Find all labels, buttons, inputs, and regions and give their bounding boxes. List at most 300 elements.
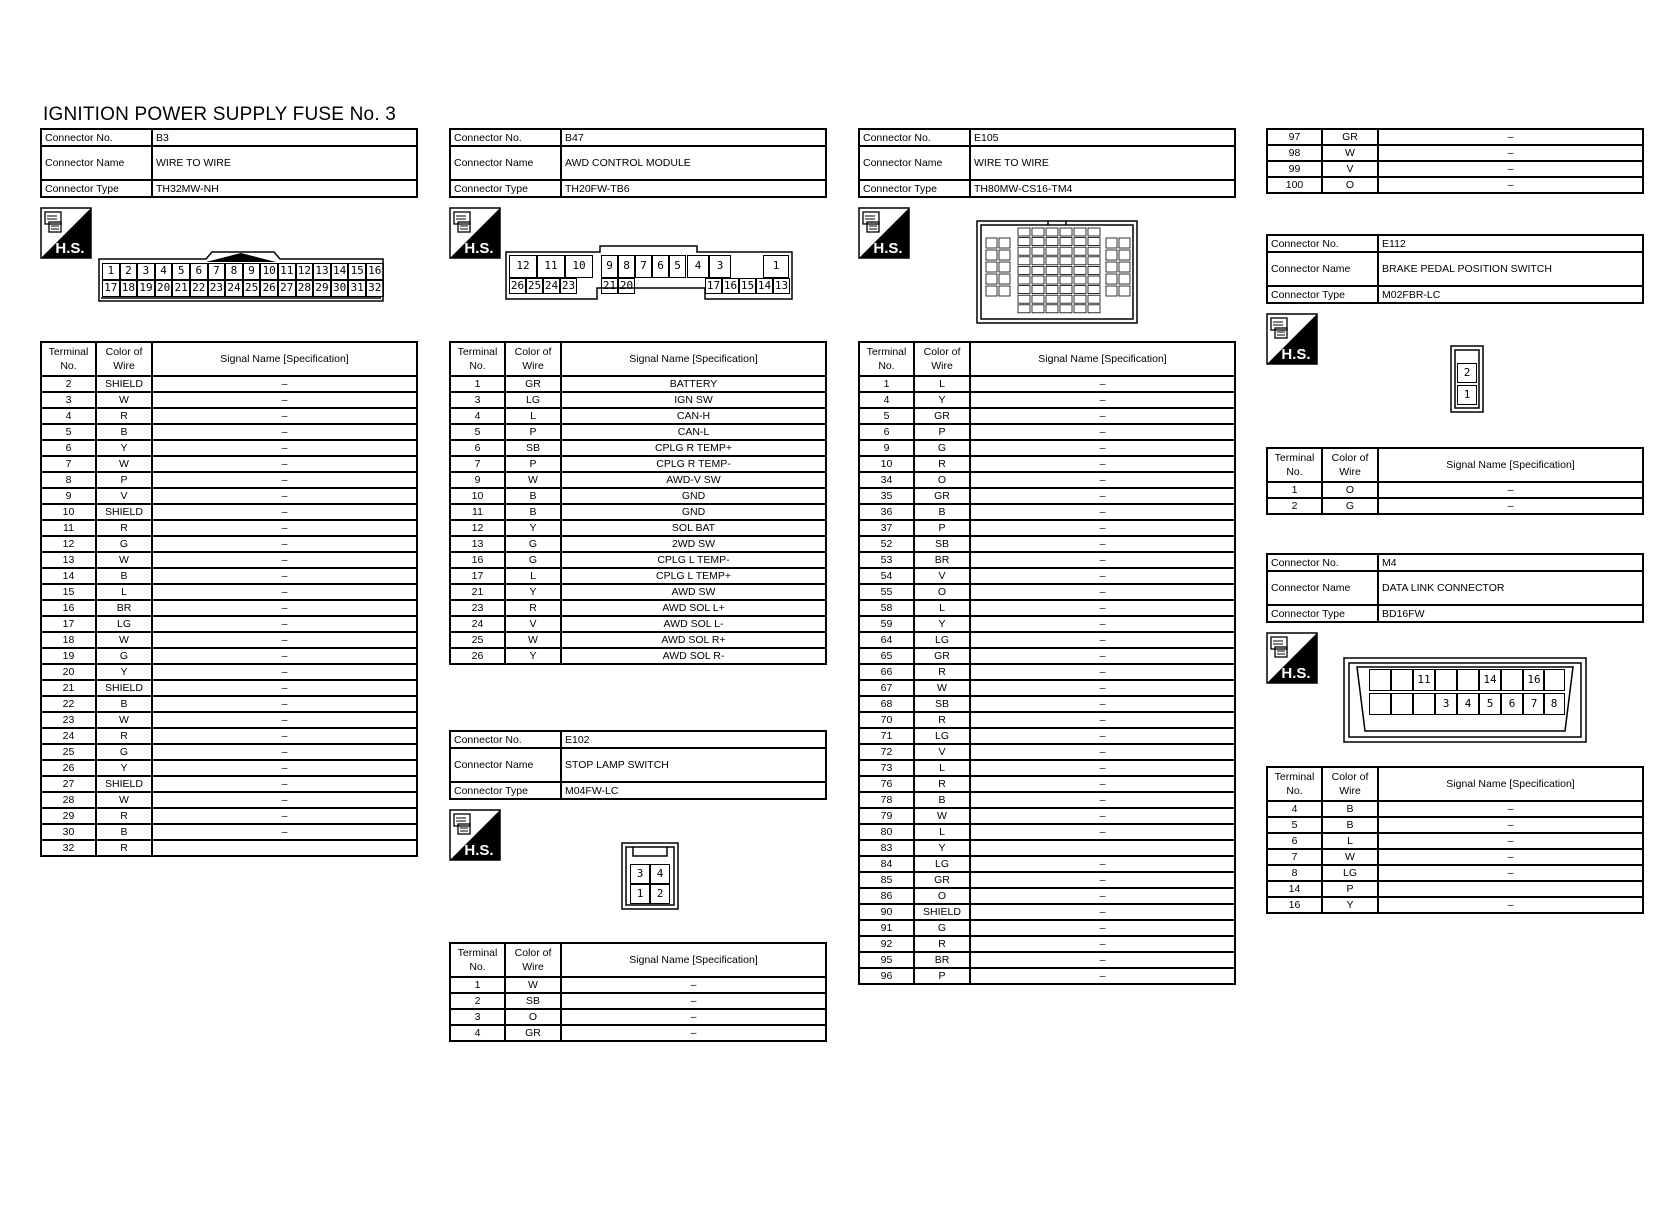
connector-name-label: Connector Name [859, 146, 970, 180]
wire-color-cell: GR [1322, 129, 1378, 145]
signal-name-cell: CPLG R TEMP- [561, 456, 826, 472]
signal-name-cell: – [152, 648, 417, 664]
terminal-no-cell: 10 [41, 504, 96, 520]
terminal-no-cell: 9 [450, 472, 505, 488]
terminal-no-cell: 76 [859, 776, 914, 792]
table-row [859, 552, 1235, 568]
wire-color-cell: GR [914, 488, 970, 504]
wire-color-cell: L [914, 376, 970, 392]
signal-name-cell: – [970, 696, 1235, 712]
pin-number: 23 [561, 279, 576, 292]
terminal-no-cell: 97 [1267, 129, 1322, 145]
table-row [450, 392, 826, 408]
wire-color-cell: W [96, 712, 152, 728]
pin-number: 12 [296, 263, 314, 280]
connector-e105-terminals [858, 341, 1236, 985]
connector-name-label: Connector Name [450, 146, 561, 180]
terminal-no-cell: 3 [450, 392, 505, 408]
table-row [450, 648, 826, 664]
signal-name-cell: – [152, 392, 417, 408]
pin-number: 32 [366, 280, 384, 297]
wire-color-cell: R [914, 936, 970, 952]
table-row [450, 568, 826, 584]
terminal-no-cell: 3 [41, 392, 96, 408]
signal-name-cell [1378, 881, 1643, 897]
table-row [41, 536, 417, 552]
terminal-no-cell: 91 [859, 920, 914, 936]
signal-name-cell [970, 840, 1235, 856]
wire-color-cell: R [914, 456, 970, 472]
connector-no-label: Connector No. [1267, 554, 1378, 571]
connector-no-label: Connector No. [450, 731, 561, 748]
terminal-no-cell: 17 [450, 568, 505, 584]
wire-color-cell: Y [914, 392, 970, 408]
wire-color-cell: B [1322, 817, 1378, 833]
wire-color-cell: GR [505, 376, 561, 392]
table-row [41, 792, 417, 808]
pin-number: 27 [278, 280, 296, 297]
wire-color-cell: Y [914, 616, 970, 632]
signal-name-cell: – [970, 744, 1235, 760]
signal-name-cell: – [152, 744, 417, 760]
signal-name-cell: AWD SW [561, 584, 826, 600]
signal-name-cell: CAN-H [561, 408, 826, 424]
table-row [859, 744, 1235, 760]
pin-number: 6 [652, 255, 669, 278]
wire-color-cell: B [914, 504, 970, 520]
signal-name-cell: – [970, 680, 1235, 696]
wire-color-cell: L [505, 408, 561, 424]
connector-name-label: Connector Name [1267, 571, 1378, 605]
hs-icon [858, 207, 910, 259]
signal-name-cell: – [970, 616, 1235, 632]
signal-name-cell: – [152, 536, 417, 552]
terminal-no-cell: 18 [41, 632, 96, 648]
terminal-no-cell: 28 [41, 792, 96, 808]
hs-icon [1266, 632, 1318, 684]
wire-color-cell: W [96, 632, 152, 648]
terminal-no-cell: 36 [859, 504, 914, 520]
pin-number: 6 [190, 263, 208, 280]
wire-color-cell: R [914, 712, 970, 728]
table-row [859, 440, 1235, 456]
terminal-no-header: Terminal No. [450, 943, 505, 977]
terminal-no-cell: 7 [41, 456, 96, 472]
wire-color-cell: Y [96, 664, 152, 680]
signal-name-cell: – [970, 392, 1235, 408]
pin-number: 29 [313, 280, 331, 297]
signal-name-cell: – [1378, 161, 1643, 177]
table-row [41, 568, 417, 584]
table-row [859, 424, 1235, 440]
connector-b3-info [40, 128, 418, 198]
terminal-no-cell: 14 [41, 568, 96, 584]
wire-color-cell: Y [914, 840, 970, 856]
table-row [41, 808, 417, 824]
terminal-no-cell: 4 [1267, 801, 1322, 817]
signal-name-cell: – [152, 792, 417, 808]
pin-number: 17 [706, 279, 721, 292]
terminal-no-cell: 29 [41, 808, 96, 824]
terminal-no-cell: 86 [859, 888, 914, 904]
pin-number: 13 [313, 263, 331, 280]
terminal-no-header: Terminal No. [450, 342, 505, 376]
table-row [859, 648, 1235, 664]
terminal-no-cell: 98 [1267, 145, 1322, 161]
color-of-wire-header: Color of Wire [914, 342, 970, 376]
terminal-no-cell: 6 [450, 440, 505, 456]
pin-number: 4 [687, 255, 709, 278]
table-row [859, 776, 1235, 792]
terminal-table [1266, 766, 1644, 914]
signal-name-cell: – [152, 728, 417, 744]
table-row [859, 904, 1235, 920]
table-row [41, 584, 417, 600]
table-row [450, 616, 826, 632]
pin-number: 7 [1523, 693, 1545, 715]
signal-name-cell: – [970, 920, 1235, 936]
terminal-no-cell: 9 [41, 488, 96, 504]
wire-color-cell: V [96, 488, 152, 504]
pin-number: 11 [537, 255, 565, 278]
terminal-no-cell: 11 [450, 504, 505, 520]
wire-color-cell: O [914, 888, 970, 904]
wire-color-cell: R [96, 520, 152, 536]
terminal-no-header: Terminal No. [41, 342, 96, 376]
table-row [1267, 833, 1643, 849]
signal-name-cell: – [152, 440, 417, 456]
wire-color-cell: P [914, 520, 970, 536]
wire-color-cell: G [914, 920, 970, 936]
pin-number [1457, 669, 1479, 691]
signal-name-header: Signal Name [Specification] [152, 342, 417, 376]
pin-number: 9 [601, 255, 618, 278]
color-of-wire-header: Color of Wire [96, 342, 152, 376]
terminal-no-cell: 80 [859, 824, 914, 840]
connector-name-value: DATA LINK CONNECTOR [1378, 571, 1643, 605]
wire-color-cell: P [96, 472, 152, 488]
wire-color-cell: BR [96, 600, 152, 616]
connector-m4-info [1266, 553, 1644, 623]
signal-name-cell: – [152, 488, 417, 504]
terminal-no-cell: 64 [859, 632, 914, 648]
connector-m4-terminals [1266, 766, 1644, 914]
table-row [1267, 849, 1643, 865]
hs-label: H.S. [55, 240, 85, 257]
table-row [41, 424, 417, 440]
signal-name-header: Signal Name [Specification] [970, 342, 1235, 376]
wire-color-cell: W [505, 472, 561, 488]
signal-name-cell: CPLG L TEMP+ [561, 568, 826, 584]
pin-number: 16 [366, 263, 384, 280]
signal-name-cell: CPLG L TEMP- [561, 552, 826, 568]
wire-color-cell: W [1322, 145, 1378, 161]
terminal-no-cell: 7 [1267, 849, 1322, 865]
pin-number: 6 [1501, 693, 1523, 715]
table-row [859, 488, 1235, 504]
pin-number: 11 [1413, 669, 1435, 691]
signal-name-cell: – [152, 504, 417, 520]
table-row [1267, 865, 1643, 881]
wire-color-cell: W [914, 680, 970, 696]
terminal-no-cell: 67 [859, 680, 914, 696]
terminal-no-cell: 52 [859, 536, 914, 552]
terminal-table [40, 341, 418, 857]
signal-name-cell: – [970, 728, 1235, 744]
table-row [41, 392, 417, 408]
signal-name-cell: GND [561, 488, 826, 504]
terminal-no-cell: 4 [450, 1025, 505, 1041]
signal-name-cell: – [970, 376, 1235, 392]
table-row [859, 616, 1235, 632]
signal-name-cell: – [970, 648, 1235, 664]
pin-number: 12 [509, 255, 537, 278]
table-row [859, 632, 1235, 648]
signal-name-cell: – [1378, 129, 1643, 145]
pin-number: 1 [102, 263, 120, 280]
connector-type-label: Connector Type [1267, 605, 1378, 622]
table-row [41, 520, 417, 536]
table-row [1267, 897, 1643, 913]
table-row [859, 408, 1235, 424]
terminal-no-cell: 11 [41, 520, 96, 536]
wire-color-cell: SHIELD [96, 504, 152, 520]
connector-m4-face [1343, 657, 1587, 743]
pin-number: 8 [1543, 693, 1565, 715]
terminal-no-cell: 100 [1267, 177, 1322, 193]
pin-number: 2 [1457, 363, 1477, 383]
signal-name-cell: – [970, 664, 1235, 680]
table-row [450, 977, 826, 993]
signal-name-cell: – [970, 792, 1235, 808]
signal-name-cell: – [152, 760, 417, 776]
pin-number: 11 [278, 263, 296, 280]
signal-name-cell: AWD SOL R+ [561, 632, 826, 648]
signal-name-cell: SOL BAT [561, 520, 826, 536]
terminal-no-cell: 12 [450, 520, 505, 536]
pin-number: 14 [331, 263, 349, 280]
hs-icon [449, 207, 501, 259]
wire-color-cell: G [96, 648, 152, 664]
table-row [859, 680, 1235, 696]
terminal-no-cell: 13 [450, 536, 505, 552]
signal-name-cell: – [152, 664, 417, 680]
pin-number: 20 [155, 280, 173, 297]
wire-color-cell: B [96, 696, 152, 712]
terminal-no-cell: 9 [859, 440, 914, 456]
terminal-no-cell: 32 [41, 840, 96, 856]
connector-name-value: STOP LAMP SWITCH [561, 748, 826, 782]
table-row [41, 824, 417, 840]
signal-name-cell: – [970, 760, 1235, 776]
signal-name-cell: – [970, 888, 1235, 904]
terminal-no-cell: 59 [859, 616, 914, 632]
terminal-no-cell: 23 [450, 600, 505, 616]
table-row [859, 728, 1235, 744]
pin-number: 30 [331, 280, 349, 297]
signal-name-cell: – [970, 424, 1235, 440]
wire-color-cell: Y [505, 520, 561, 536]
wire-color-cell: V [505, 616, 561, 632]
signal-name-cell: – [1378, 177, 1643, 193]
wire-color-cell: R [505, 600, 561, 616]
wire-color-cell: B [1322, 801, 1378, 817]
terminal-no-cell: 4 [41, 408, 96, 424]
hs-icon [40, 207, 92, 259]
signal-name-cell: – [970, 600, 1235, 616]
terminal-no-cell: 34 [859, 472, 914, 488]
terminal-no-cell: 24 [41, 728, 96, 744]
table-row [859, 376, 1235, 392]
wire-color-cell: P [505, 456, 561, 472]
color-of-wire-header: Color of Wire [1322, 767, 1378, 801]
wire-color-cell: P [914, 968, 970, 984]
wire-color-cell: SB [914, 536, 970, 552]
signal-name-cell: IGN SW [561, 392, 826, 408]
signal-name-cell: – [1378, 145, 1643, 161]
table-row [859, 968, 1235, 984]
connector-name-label: Connector Name [41, 146, 152, 180]
signal-name-cell: – [152, 600, 417, 616]
signal-name-cell: – [970, 968, 1235, 984]
table-row [41, 488, 417, 504]
terminal-no-cell: 21 [450, 584, 505, 600]
pin-number: 1 [1457, 385, 1477, 405]
pin-number: 4 [1457, 693, 1479, 715]
wire-color-cell: W [1322, 849, 1378, 865]
table-row [41, 376, 417, 392]
signal-name-cell: – [152, 408, 417, 424]
table-row [41, 712, 417, 728]
table-row [41, 456, 417, 472]
signal-name-cell: – [1378, 897, 1643, 913]
terminal-no-cell: 96 [859, 968, 914, 984]
wire-color-cell: G [96, 744, 152, 760]
table-row [859, 824, 1235, 840]
connector-name-value: WIRE TO WIRE [970, 146, 1235, 180]
table-row [450, 993, 826, 1009]
terminal-no-cell: 70 [859, 712, 914, 728]
signal-name-cell: – [152, 520, 417, 536]
wire-color-cell: R [96, 840, 152, 856]
table-row [450, 440, 826, 456]
pin-number: 31 [348, 280, 366, 297]
terminal-no-cell: 5 [41, 424, 96, 440]
table-row [450, 552, 826, 568]
signal-name-cell: – [152, 632, 417, 648]
signal-name-cell: GND [561, 504, 826, 520]
signal-name-cell: – [970, 952, 1235, 968]
table-row [859, 936, 1235, 952]
table-row [1267, 177, 1643, 193]
connector-type-value: M04FW-LC [561, 782, 826, 799]
wire-color-cell: V [1322, 161, 1378, 177]
wire-color-cell: G [1322, 498, 1378, 514]
pin-number: 24 [225, 280, 243, 297]
terminal-no-cell: 58 [859, 600, 914, 616]
terminal-no-cell: 20 [41, 664, 96, 680]
wire-color-cell: LG [914, 856, 970, 872]
pin-number: 18 [120, 280, 138, 297]
wire-color-cell: R [914, 664, 970, 680]
table-row [859, 888, 1235, 904]
signal-name-cell: – [970, 856, 1235, 872]
pin-number: 14 [1479, 669, 1501, 691]
terminal-no-cell: 13 [41, 552, 96, 568]
terminal-no-cell: 26 [41, 760, 96, 776]
table-row [41, 408, 417, 424]
signal-name-cell: – [970, 632, 1235, 648]
signal-name-cell: – [152, 568, 417, 584]
table-row [41, 760, 417, 776]
signal-name-header: Signal Name [Specification] [561, 342, 826, 376]
wire-color-cell: Y [96, 440, 152, 456]
hs-label: H.S. [873, 240, 903, 257]
table-row [1267, 817, 1643, 833]
terminal-no-cell: 7 [450, 456, 505, 472]
signal-name-cell: – [970, 488, 1235, 504]
signal-name-cell: – [152, 776, 417, 792]
connector-type-value: TH20FW-TB6 [561, 180, 826, 197]
terminal-no-cell: 10 [859, 456, 914, 472]
pin-number: 15 [348, 263, 366, 280]
signal-name-cell: AWD SOL R- [561, 648, 826, 664]
wire-color-cell: GR [505, 1025, 561, 1041]
table-row [450, 584, 826, 600]
table-row [1267, 801, 1643, 817]
terminal-no-cell: 1 [859, 376, 914, 392]
connector-m4-section [1266, 553, 1644, 623]
table-row [450, 600, 826, 616]
signal-name-cell: AWD SOL L- [561, 616, 826, 632]
wire-color-cell: BR [914, 552, 970, 568]
table-row [450, 376, 826, 392]
table-row [41, 504, 417, 520]
pin-number: 10 [565, 255, 593, 278]
connector-b47-section [449, 128, 827, 198]
color-of-wire-header: Color of Wire [1322, 448, 1378, 482]
connector-no-value: E105 [970, 129, 1235, 146]
connector-type-label: Connector Type [41, 180, 152, 197]
wire-color-cell: B [505, 488, 561, 504]
table-row [450, 1025, 826, 1041]
connector-type-label: Connector Type [1267, 286, 1378, 303]
terminal-no-header: Terminal No. [859, 342, 914, 376]
table-row [41, 440, 417, 456]
wire-color-cell: BR [914, 952, 970, 968]
terminal-no-cell: 55 [859, 584, 914, 600]
table-row [450, 1009, 826, 1025]
signal-name-cell: – [970, 504, 1235, 520]
table-row [1267, 161, 1643, 177]
table-row [859, 872, 1235, 888]
connector-e102-section [449, 730, 827, 800]
signal-name-cell: – [152, 472, 417, 488]
connector-no-value: E112 [1378, 235, 1643, 252]
terminal-no-cell: 22 [41, 696, 96, 712]
wire-color-cell: W [96, 392, 152, 408]
connector-type-label: Connector Type [450, 782, 561, 799]
connector-name-value: WIRE TO WIRE [152, 146, 417, 180]
hs-label: H.S. [464, 842, 494, 859]
terminal-no-cell: 8 [41, 472, 96, 488]
signal-name-cell: – [1378, 833, 1643, 849]
signal-name-cell: – [970, 872, 1235, 888]
signal-name-cell: – [970, 520, 1235, 536]
pin-number: 3 [1435, 693, 1457, 715]
connector-e112-face [1450, 345, 1484, 413]
pin-number: 1 [763, 255, 789, 278]
